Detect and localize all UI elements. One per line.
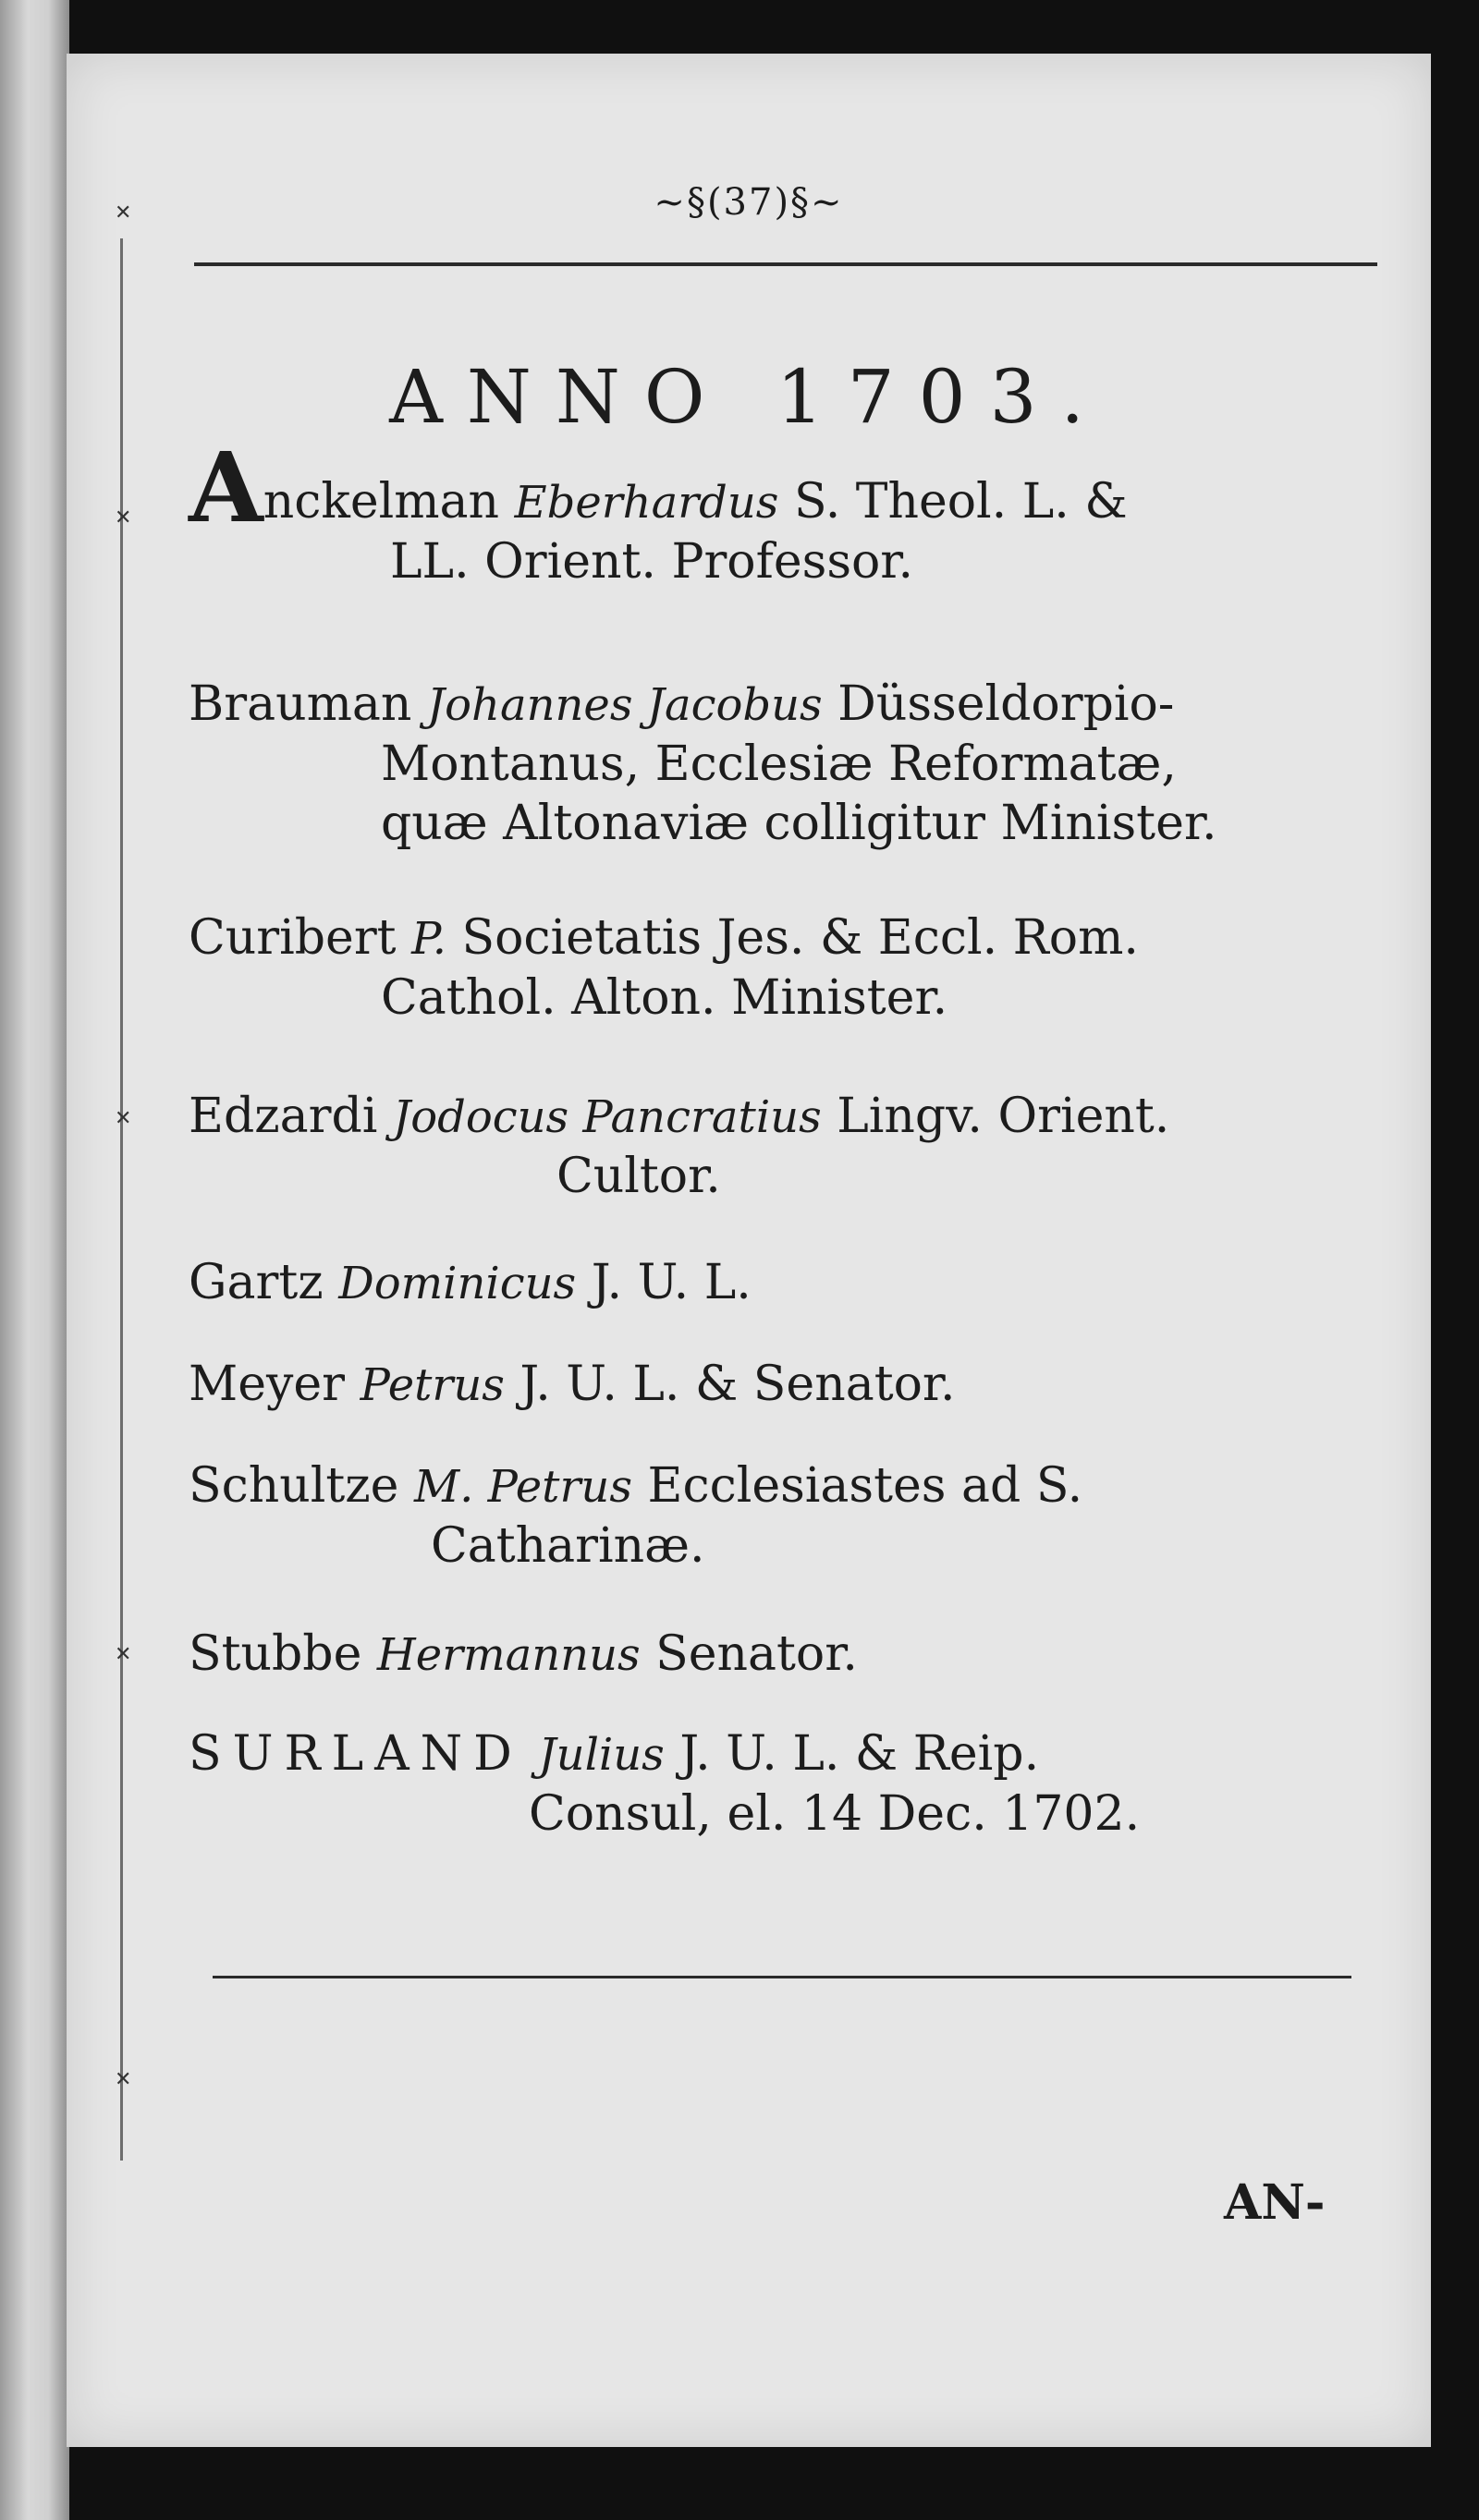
stitch-mark: ✕ [115, 506, 132, 530]
entry-given-name: Petrus [360, 1359, 505, 1411]
entry-given-name: Dominicus [338, 1258, 577, 1309]
register-entry [189, 1625, 1353, 1685]
entry-surname: Brauman [189, 676, 412, 732]
entry-title: J. U. L. & Senator. [519, 1357, 956, 1412]
entry-given-name: Julius [538, 1729, 665, 1781]
stitch-mark: ✕ [115, 2068, 132, 2091]
stitch-mark: ✕ [115, 201, 132, 225]
entry-surname: Edzardi [189, 1089, 378, 1144]
register-entry [189, 1355, 1353, 1415]
entry-title: Düsseldorpio- [837, 676, 1175, 732]
entry-given-name: M. Petrus [413, 1461, 632, 1513]
entry-given-name: Eberhardus [514, 477, 779, 529]
entry-surname: SURLAND [189, 1726, 523, 1782]
page-number-header: ~§(37)§~ [654, 181, 844, 224]
entry-surname: nckelman [263, 474, 500, 530]
entry-title: Ecclesiastes ad S. [647, 1458, 1083, 1514]
register-entry [189, 1087, 1353, 1206]
entry-continuation: Montanus, Ecclesiæ Reformatæ, [381, 737, 1177, 792]
footer-rule [213, 1976, 1351, 1978]
drop-capital: A [189, 431, 263, 544]
entry-surname: Schultze [189, 1458, 399, 1514]
facing-page-edge [0, 0, 69, 2520]
register-entry [189, 675, 1353, 853]
book-page [67, 54, 1431, 2447]
stitch-mark: ✕ [115, 1643, 132, 1666]
entry-surname: Curibert [189, 910, 397, 966]
register-entry [189, 431, 1353, 591]
entry-surname: Stubbe [189, 1626, 362, 1682]
register-entry [189, 1456, 1353, 1576]
entry-title: Senator. [655, 1626, 858, 1682]
entry-given-name: Jodocus Pancratius [392, 1091, 822, 1143]
catchword: AN- [1224, 2174, 1326, 2231]
stitch-mark: ✕ [115, 1107, 132, 1130]
entry-given-name: Hermannus [376, 1629, 641, 1681]
page-title: ANNO 1703. [389, 354, 1108, 440]
entry-title: J. U. L. [591, 1255, 752, 1310]
entry-surname: Meyer [189, 1357, 346, 1412]
entry-title: J. U. L. & Reip. [679, 1726, 1040, 1782]
entry-title: Societatis Jes. & Eccl. Rom. [461, 910, 1139, 966]
entry-continuation: quæ Altonaviæ colligitur Minister. [381, 796, 1217, 851]
entry-continuation: LL. Orient. Professor. [390, 534, 913, 590]
entry-title: Lingv. Orient. [837, 1089, 1170, 1144]
header-rule [194, 262, 1377, 266]
entry-continuation: Cultor. [556, 1149, 721, 1204]
entry-title: S. Theol. L. & [793, 474, 1128, 530]
register-entry [189, 1724, 1353, 1844]
register-entry [189, 908, 1353, 1028]
entry-given-name: Johannes Jacobus [426, 679, 823, 731]
entry-given-name: P. [411, 913, 446, 965]
entry-continuation: Consul, el. 14 Dec. 1702. [529, 1786, 1141, 1842]
entry-continuation: Cathol. Alton. Minister. [381, 970, 948, 1026]
entry-continuation: Catharinæ. [431, 1518, 705, 1574]
register-entry [189, 1253, 1353, 1313]
entry-surname: Gartz [189, 1255, 324, 1310]
